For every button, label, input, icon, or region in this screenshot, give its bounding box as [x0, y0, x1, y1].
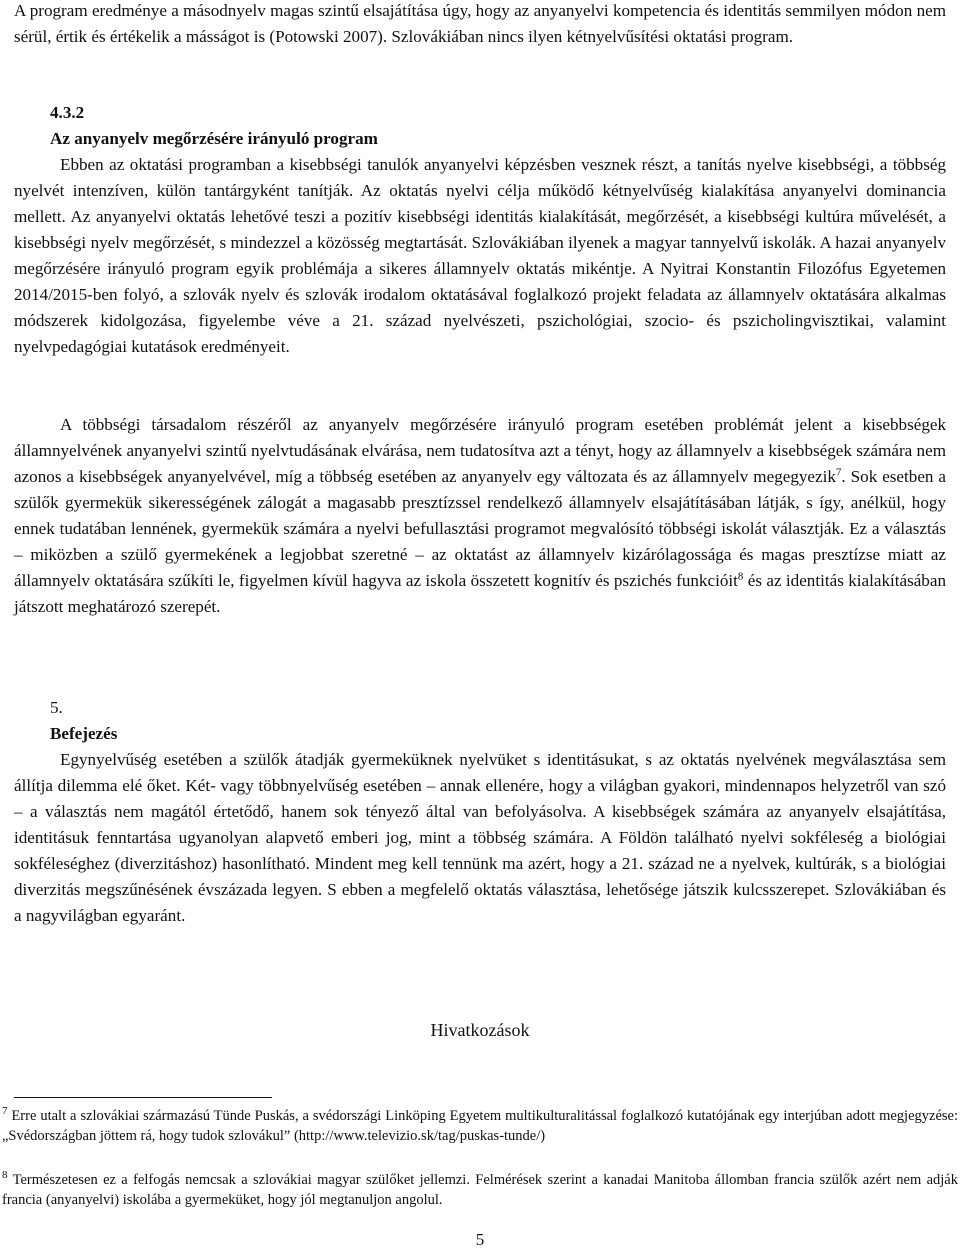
- footnote-divider: [14, 1097, 272, 1098]
- footnote-7-number: 7: [2, 1105, 8, 1118]
- footnote-8-text: Természetesen ez a felfogás nemcsak a szlovákiai magyar szülőket jellemzi. Felmérések szerint a kanadai Manitoba állomban francia szülők azért nem adják francia (anyanyelvi) iskolába a gyermeküket, hogy jól megtanuljon angolul.: [2, 1172, 958, 1208]
- footnote-ref-7[interactable]: 7: [835, 466, 842, 479]
- section-432-title: Az anyanyelv megőrzésére irányuló program: [50, 129, 378, 148]
- section-432-paragraph-1-text: Ebben az oktatási programban a kisebbségi tanulók anyanyelvi képzésben vesznek részt, a tanítás nyelve kisebbségi, a többség nyelvét intenzíven, külön tantárgyként tanítják. Az oktatás nyelvi célja működő kétnyelvűség kialakítása anyanyelvi dominancia mellett. Az anyanyelvi oktatás lehetővé teszi a pozitív kisebbségi identitás kialakítását, megőrzését, a kisebbségi kultúra művelését, a kisebbségi nyelv megőrzését, s mindezzel a közösség megtartását. Szlovákiában ilyenek a magyar tannyelvű iskolák. A hazai anyanyelv megőrzésére irányuló program egyik problémája a sikeres államnyelv oktatás mikéntje. A Nyitrai Konstantin Filozófus Egyetemen 2014/2015-ben folyó, a szlovák nyelv és szlovák irodalom oktatásával foglalkozó projekt feladata az államnyelv oktatására alkalmas módszerek kidolgozása, figyelembe véve a 21. század nyelvészeti, pszichológiai, szocio- és pszicholingvisztikai, valamint nyelvpedagógiai kutatások eredményeit.: [14, 155, 946, 356]
- section-5-number: 5.: [50, 698, 63, 717]
- section-5-title: Befejezés: [50, 724, 118, 743]
- intro-paragraph-text: A program eredménye a másodnyelv magas szintű elsajátítása úgy, hogy az anyanyelvi kompetencia és identitás semmilyen módon nem sérül, értik és értékelik a másságot is (Potowski 2007). Szlovákiában nincs ilyen kétnyelvűsítési oktatási program.: [14, 1, 946, 46]
- conclusion-paragraph-text: Egynyelvűség esetében a szülők átadják gyermeküknek nyelvüket s identitásukat, s az oktatás nyelvének megválasztása sem állítja dilemma elé őket. Két- vagy többnyelvűség esetében – annak ellenére, hogy a világban gyakori, mindennapos helyzetről van szó – a választás nem magától értetődő, hanem sok tényező által van befolyásolva. A kisebbségek számára az anyanyelv elsajátítása, identitásuk fenntartása ugyanolyan alapvető emberi jog, mint a többség számára. A Földön található nyelvi sokféleség a biológiai sokféleséghez (diverzitáshoz) hasonlítható. Mindent meg kell tennünk ma azért, hogy a 21. század ne a nyelvek, kultúrák, s a biológiai diverzitás megszűnésének évszázada legyen. S ebben a megfelelő oktatás választása, lehetősége játszik kulcsszerepet. Szlovákiában és a nagyvilágban egyaránt.: [14, 750, 946, 925]
- conclusion-paragraph: [14, 747, 946, 929]
- section-432-paragraph-2-text-b: . Sok esetben a szülők gyermekük sikerességének zálogát a magasabb presztízssel rendelkező államnyelv elsajátításában látják, s így, anélkül, hogy ennek tudatában lennének, gyermekük számára a nyelvi befullasztási programot megvalósító többségi iskolát választják. Ez a választás – miközben a szülő gyermekének a legjobbat szeretné – az oktatást az államnyelv kizárólagossága és magas presztízse miatt az államnyelv oktatására szűkíti le, figyelmen kívül hagyva az iskola összetett kognitív és pszichés funkcióit: [14, 467, 946, 590]
- footnote-ref-8[interactable]: 8: [737, 570, 744, 583]
- footnote-7-text: Erre utalt a szlovákiai származású Tünde Puskás, a svédországi Linköping Egyetem multikulturalitással foglalkozó kutatójának egy interjúban adott megjegyzése: „Svédországban jöttem rá, hogy tudok szlovákul” (http://www.televizio.sk/tag/puskas-tunde/): [2, 1108, 959, 1144]
- intro-paragraph: [14, 0, 946, 50]
- references-heading: Hivatkozások: [430, 1020, 530, 1040]
- section-432-paragraph-2-text-a: A többségi társadalom részéről az anyanyelv megőrzésére irányuló program esetében problémát jelent a kisebbségek államnyelvének anyanyelvi szintű nyelvtudásának elvárása, nem tudatosítva azt a tényt, hogy az államnyelv a kisebbségek számára nem azonos a kisebbségek anyanyelvével, míg a többség esetében az anyanyelv egy változata és az államnyelv megegyezik: [14, 415, 946, 486]
- page-number: 5: [475, 1230, 485, 1249]
- section-432-number: 4.3.2: [50, 103, 85, 122]
- footnote-8-number: 8: [2, 1169, 8, 1182]
- section-432-paragraph-2: [14, 412, 946, 620]
- footnote-7: [2, 1106, 958, 1146]
- footnote-8: [2, 1170, 958, 1210]
- section-432-paragraph-2-text-c: és az identitás kialakításában játszott meghatározó szerepét.: [14, 571, 946, 616]
- section-432-paragraph-1: [14, 152, 946, 360]
